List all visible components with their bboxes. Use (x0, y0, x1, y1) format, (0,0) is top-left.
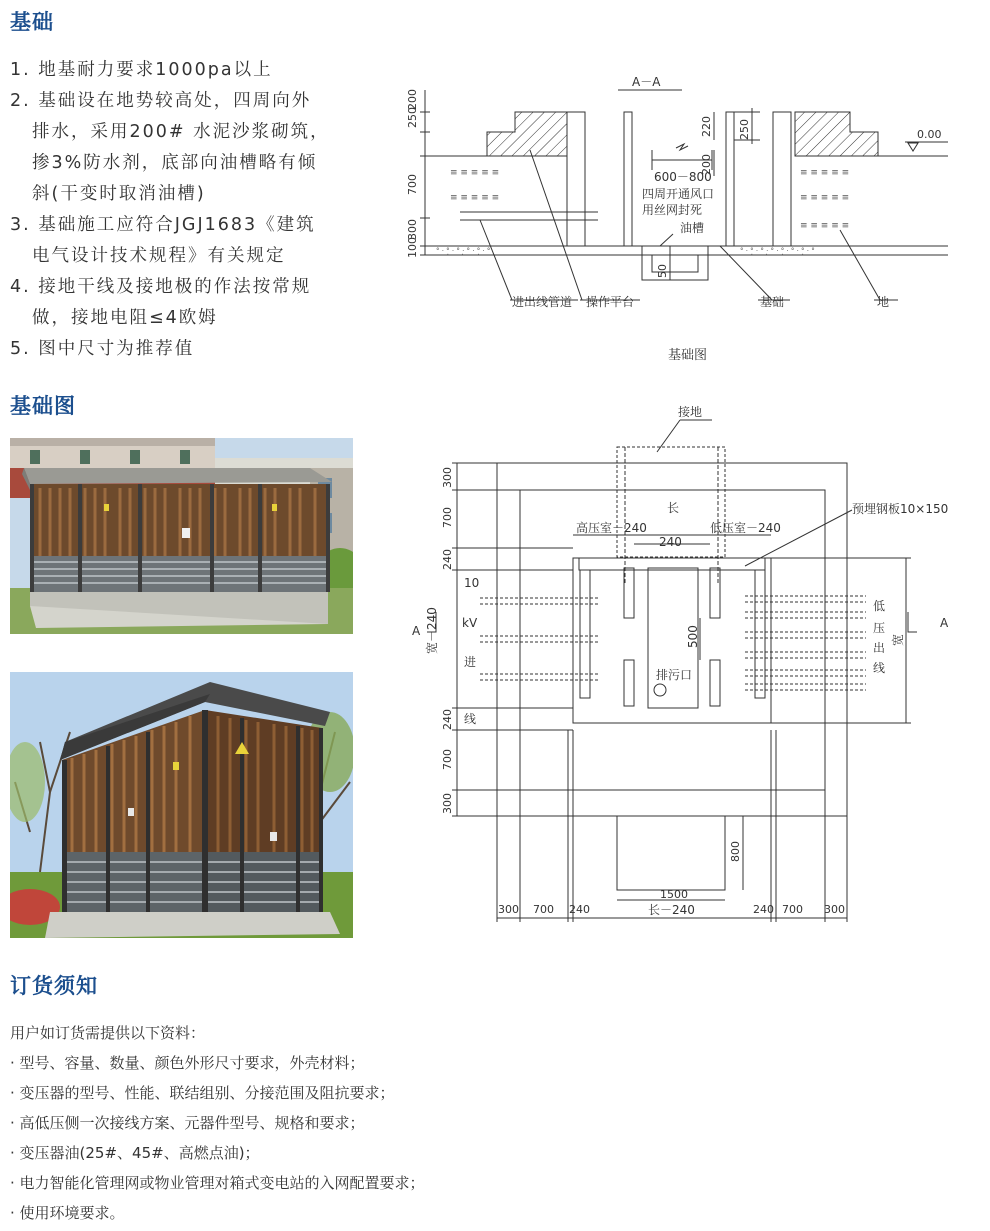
requirement-item (10, 86, 340, 210)
order-item: · 变压器的型号、性能、联结组别、分接范围及阻抗要求； (10, 1084, 395, 1102)
order-title: 订货须知 (10, 974, 98, 998)
requirement-line: 电气设计技术规程》有关规定 (32, 246, 286, 266)
hv-in-char: kV (462, 616, 478, 630)
left-dim-240-lower: 240 (441, 709, 454, 730)
left-dim-700: 700 (441, 507, 454, 528)
dim-700: 700 (406, 174, 419, 195)
length-label: 长 (667, 501, 680, 515)
level-label: 0.00 (917, 128, 942, 141)
dim-300: 300 (406, 219, 419, 240)
lv-out-char: 低 (873, 599, 886, 613)
order-notes (10, 1018, 425, 1228)
requirement-item (10, 272, 340, 334)
requirement-line: 2. 基础设在地势较高处，四周向外 (10, 91, 312, 111)
bottom-dim-700-right: 700 (782, 903, 803, 916)
left-dim-700-lower: 700 (441, 749, 454, 770)
dim-250-center: 250 (738, 119, 751, 140)
order-item: · 型号、容量、数量、颜色外形尺寸要求，外壳材料； (10, 1054, 365, 1072)
svg-text:° · °̣ · ° ·̣ ° · °̣ · °: ° · °̣ · ° ·̣ ° · °̣ · ° (436, 247, 491, 255)
steel-plate-label: 预埋钢板10×150 (852, 502, 949, 516)
vent-note-1: 四周开通风口 (642, 187, 715, 201)
lv-out-char: 线 (873, 661, 886, 675)
requirement-item (10, 55, 340, 86)
lv-room-label: 低压室－240 (710, 521, 781, 535)
ground-label: 接地 (678, 405, 703, 419)
requirement-line: 4. 接地干线及接地极的作法按常规 (10, 277, 312, 297)
order-item: · 变压器油(25#、45#、高燃点油)； (10, 1144, 260, 1162)
lv-out-char: 出 (873, 641, 886, 655)
foundation-diagram-title: 基础图 (10, 394, 76, 418)
hv-in-char: 线 (464, 712, 477, 726)
vent-range: 600－800 (654, 170, 712, 184)
left-dim-300: 300 (441, 467, 454, 488)
dim-200: 200 (406, 89, 419, 110)
substation-photo-1 (10, 438, 353, 634)
width-right-label: 宽 (891, 633, 905, 646)
requirement-line: 5. 图中尺寸为推荐值 (10, 339, 195, 359)
requirement-line: 3. 基础施工应符合JGJ1683《建筑 (10, 215, 316, 235)
substation-photo-2 (10, 672, 353, 938)
callout-foundation: 基础 (760, 295, 785, 309)
svg-text:≡ ≡ ≡ ≡ ≡: ≡ ≡ ≡ ≡ ≡ (450, 168, 500, 178)
bottom-dim-700: 700 (533, 903, 554, 916)
foundation-title: 基础 (10, 10, 54, 34)
section-caption: 基础图 (668, 348, 708, 363)
drain-label: 排污口 (656, 668, 693, 682)
dim-200-center: 200 (700, 154, 713, 175)
lv-out-char: 压 (873, 621, 886, 635)
dim-220: 220 (700, 116, 713, 137)
order-item: · 电力智能化管理网或物业管理对箱式变电站的入网配置要求； (10, 1174, 425, 1192)
order-intro: 用户如订货需提供以下资料： (10, 1024, 206, 1042)
dim-800: 800 (729, 841, 742, 862)
section-diagram (400, 68, 960, 368)
callout-pipe: 进出线管道 (512, 295, 573, 309)
bottom-dim-240: 240 (569, 903, 590, 916)
svg-text:° · °̣ · ° ·̣ ° · °̣ · ° · °̣: ° · °̣ · ° ·̣ ° · °̣ · ° · °̣ · ° (740, 247, 815, 255)
callout-platform: 操作平台 (586, 295, 635, 309)
requirement-item (10, 210, 340, 272)
bottom-dim-240-right: 240 (753, 903, 774, 916)
hv-in-char: 进 (464, 655, 477, 669)
callout-ground: 地 (877, 295, 890, 309)
section-title: A－A (632, 75, 661, 89)
svg-text:≡ ≡ ≡ ≡ ≡: ≡ ≡ ≡ ≡ ≡ (800, 193, 850, 203)
requirement-line: 1. 地基耐力要求1000pa以上 (10, 60, 273, 80)
requirements-list (10, 55, 340, 365)
hv-in-char: 10 (464, 576, 480, 590)
dim-250: 250 (406, 107, 419, 128)
mid-240-label: 240 (659, 535, 682, 549)
requirement-item (10, 334, 340, 365)
width-label: 宽－240 (425, 607, 439, 654)
bottom-length-label: 长－240 (648, 903, 695, 917)
svg-text:≡ ≡ ≡ ≡ ≡: ≡ ≡ ≡ ≡ ≡ (800, 168, 850, 178)
svg-text:≡ ≡ ≡ ≡ ≡: ≡ ≡ ≡ ≡ ≡ (800, 221, 850, 231)
bottom-dim-300-right: 300 (824, 903, 845, 916)
left-dim-300-lower: 300 (441, 793, 454, 814)
order-item: · 高低压侧一次接线方案、元器件型号、规格和要求； (10, 1114, 365, 1132)
dim-500: 500 (686, 625, 700, 648)
requirement-line: 斜(干变时取消油槽) (32, 184, 206, 204)
left-dim-240: 240 (441, 549, 454, 570)
section-mark-right: A (940, 616, 949, 630)
oil-trough-label: 油槽 (680, 221, 705, 235)
dim-100: 100 (406, 237, 419, 258)
requirement-line: 排水，采用200# 水泥沙浆砌筑， (32, 122, 330, 142)
requirement-line: 做，接地电阻≤4欧姆 (32, 308, 218, 328)
bottom-dim-300: 300 (498, 903, 519, 916)
hv-room-label: 高压室－240 (576, 521, 647, 535)
svg-text:≡ ≡ ≡ ≡ ≡: ≡ ≡ ≡ ≡ ≡ (450, 193, 500, 203)
vent-note-2: 用丝网封死 (642, 203, 703, 217)
section-mark-left: A (412, 624, 421, 638)
dim-1500: 1500 (660, 888, 688, 901)
order-item: · 使用环境要求。 (10, 1204, 125, 1222)
plan-diagram (400, 400, 960, 930)
dim-50: 50 (656, 264, 669, 278)
requirement-line: 掺3%防水剂，底部向油槽略有倾 (32, 153, 318, 173)
